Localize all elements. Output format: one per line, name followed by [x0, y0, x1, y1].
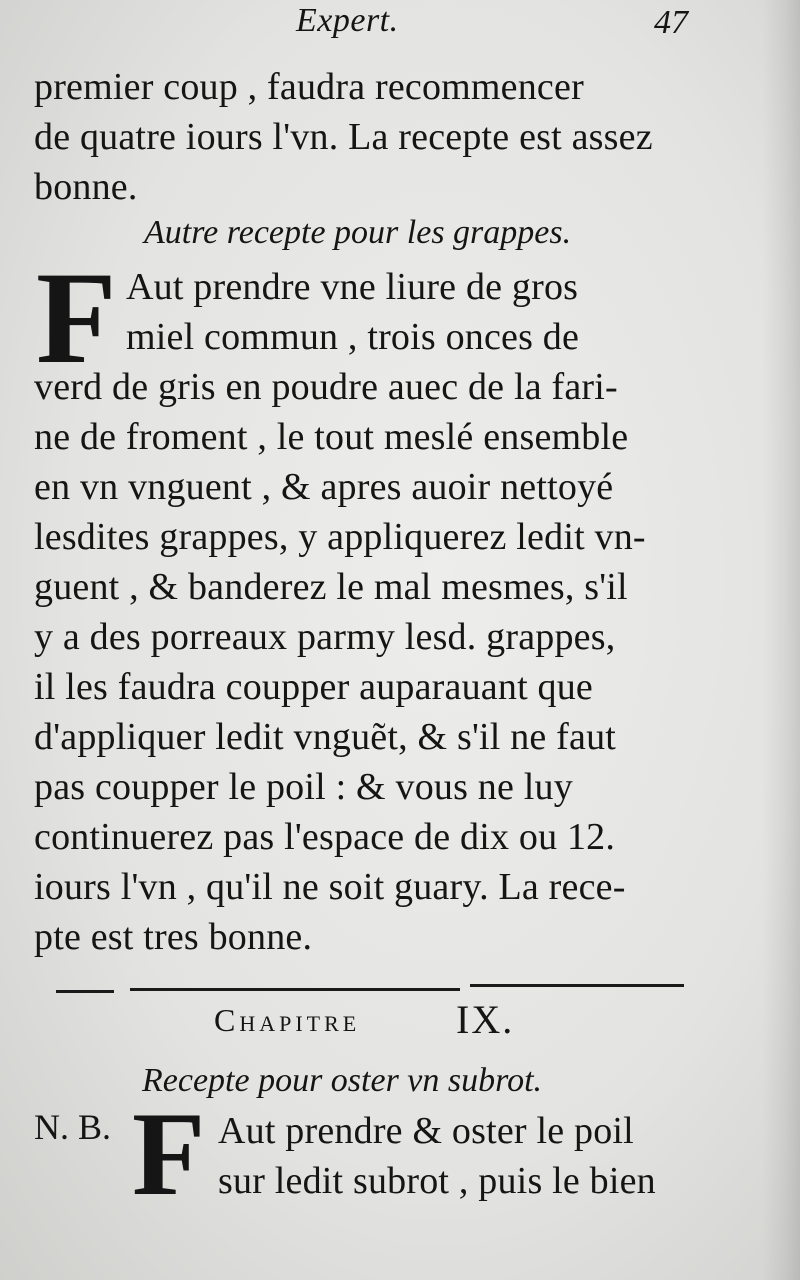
text-line: verd de gris en poudre auec de la fari-	[34, 366, 618, 408]
text-line: Aut prendre vne liure de gros	[126, 266, 579, 308]
margin-note: N. B.	[34, 1107, 112, 1147]
text-line: lesdites grappes, y appliquerez ledit vn-	[34, 516, 646, 558]
text-line: d'appliquer ledit vnguẽt, & s'il ne faut	[34, 716, 617, 758]
ornamental-rule	[56, 990, 114, 993]
text-line: sur ledit subrot , puis le bien	[218, 1160, 656, 1202]
text-line: guent , & banderez le mal mesmes, s'il	[34, 566, 628, 608]
text-line: il les faudra coupper auparauant que	[34, 666, 593, 708]
drop-capital: F	[36, 244, 117, 391]
chapter-label: Chapitre	[214, 1002, 361, 1038]
text-line: y a des porreaux parmy lesd. grappes,	[34, 616, 616, 658]
chapter-number: IX.	[456, 997, 515, 1042]
text-line: pas coupper le poil : & vous ne luy	[34, 766, 573, 808]
running-header: Expert.	[296, 2, 399, 39]
text-line: en vn vnguent , & apres auoir nettoyé	[34, 466, 614, 508]
text-line: Aut prendre & oster le poil	[218, 1110, 634, 1152]
text-line: de quatre iours l'vn. La recepte est assez	[34, 116, 653, 158]
ornamental-rule	[470, 984, 684, 987]
text-line: ne de froment , le tout meslé ensemble	[34, 416, 629, 458]
text-line: continuerez pas l'espace de dix ou 12.	[34, 816, 616, 858]
ornamental-rule	[130, 988, 460, 991]
section-heading: Recepte pour oster vn subrot.	[142, 1062, 543, 1099]
section-heading: Autre recepte pour les grappes.	[144, 214, 572, 251]
page-shadow	[762, 0, 800, 1280]
page-number: 47	[654, 4, 688, 41]
drop-capital: F	[132, 1087, 206, 1220]
text-line: premier coup , faudra recommencer	[34, 66, 584, 108]
text-line: bonne.	[34, 166, 138, 208]
text-line: miel commun , trois onces de	[126, 316, 580, 358]
text-line: pte est tres bonne.	[34, 916, 313, 958]
text-line: iours l'vn , qu'il ne soit guary. La rece-	[34, 866, 626, 908]
